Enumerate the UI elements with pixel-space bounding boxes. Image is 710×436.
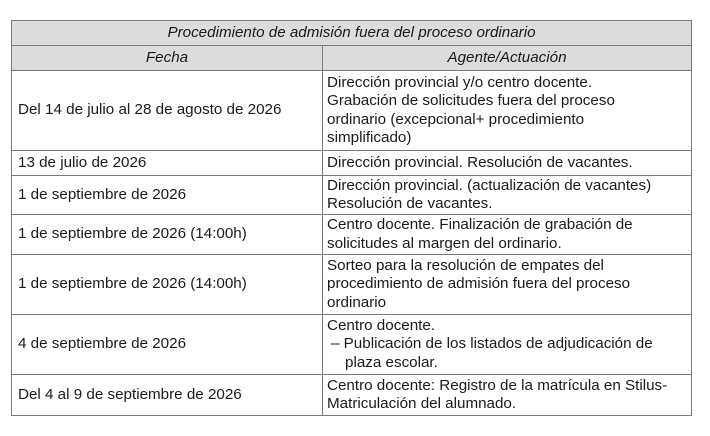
cell-line: Grabación de solicitudes fuera del proceso ordinario (excepcional+ procedimiento simplificado) (327, 92, 615, 146)
table-row (12, 215, 692, 255)
cell-line: Resolución de vacantes. (327, 195, 493, 212)
table-row (12, 71, 692, 151)
header-fecha: Fecha (12, 46, 323, 71)
fecha-cell: Del 4 al 9 de septiembre de 2026 (12, 375, 323, 416)
fecha-cell: 4 de septiembre de 2026 (12, 315, 323, 375)
header-agente: Agente/Actuación (323, 46, 692, 71)
agente-cell: Sorteo para la resolución de empates del procedimiento de admisión fuera del proceso ordinario (323, 255, 692, 315)
table-row (12, 151, 692, 176)
agente-cell: Dirección provincial. Resolución de vacantes. (323, 151, 692, 176)
fecha-cell: 13 de julio de 2026 (12, 151, 323, 176)
agente-cell: Centro docente: Registro de la matrícula en Stilus-Matriculación del alumnado. (323, 375, 692, 416)
table-row (12, 375, 692, 416)
fecha-cell: 1 de septiembre de 2026 (12, 176, 323, 215)
cell-line: Dirección provincial y/o centro docente. (327, 73, 593, 91)
fecha-cell: 1 de septiembre de 2026 (14:00h) (12, 215, 323, 255)
admission-schedule-table (11, 20, 692, 416)
cell-line: Centro docente. (327, 316, 436, 334)
fecha-cell: 1 de septiembre de 2026 (14:00h) (12, 255, 323, 315)
cell-bullet-line: – Publicación de los listados de adjudicación de plaza escolar. (331, 335, 653, 371)
table-row (12, 176, 692, 215)
agente-cell (323, 315, 692, 375)
table-row (12, 255, 692, 315)
agente-cell (323, 176, 692, 215)
cell-line: Dirección provincial. (actualización de vacantes) (327, 176, 652, 194)
agente-cell (323, 71, 692, 151)
agente-cell: Centro docente. Finalización de grabación de solicitudes al margen del ordinario. (323, 215, 692, 255)
table-row (12, 315, 692, 375)
table-title: Procedimiento de admisión fuera del proceso ordinario (12, 21, 692, 46)
fecha-cell: Del 14 de julio al 28 de agosto de 2026 (12, 71, 323, 151)
